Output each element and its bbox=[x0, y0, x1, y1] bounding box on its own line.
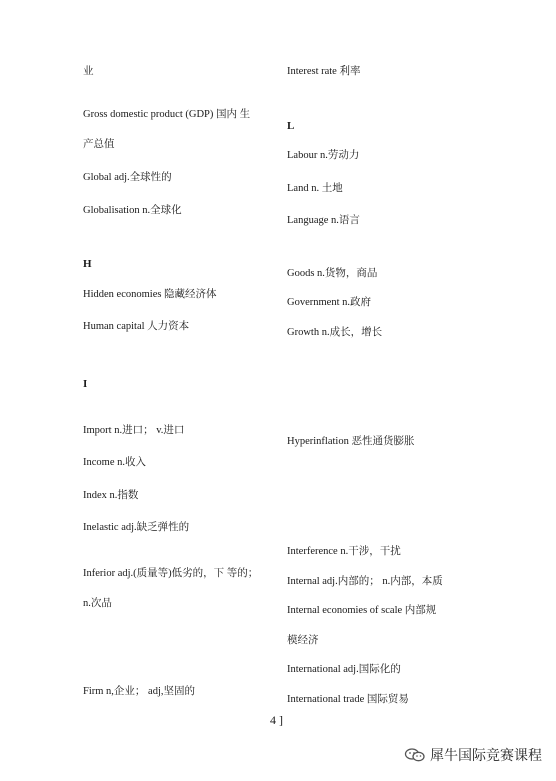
wechat-icon bbox=[404, 747, 426, 763]
glossary-entry: Growth n.成长，增长 bbox=[287, 327, 383, 338]
section-heading: H bbox=[83, 258, 92, 270]
glossary-entry: Index n.指数 bbox=[83, 490, 139, 501]
glossary-entry: Hyperinflation 恶性通货膨胀 bbox=[287, 436, 415, 447]
glossary-entry: Interest rate 利率 bbox=[287, 66, 361, 77]
glossary-entry: Globalisation n.全球化 bbox=[83, 205, 182, 216]
glossary-entry: Gross domestic product (GDP) 国内 生 bbox=[83, 109, 251, 120]
glossary-entry: Labour n.劳动力 bbox=[287, 150, 360, 161]
glossary-entry: n.次品 bbox=[83, 598, 112, 609]
watermark bbox=[404, 745, 542, 765]
glossary-entry: Global adj.全球性的 bbox=[83, 172, 172, 183]
glossary-entry: Goods n.货物，商品 bbox=[287, 268, 378, 279]
glossary-entry: Government n.政府 bbox=[287, 297, 371, 308]
glossary-entry: Firm n,企业； adj,坚固的 bbox=[83, 686, 195, 697]
glossary-entry: Land n. 土地 bbox=[287, 183, 343, 194]
page-number: 4 ] bbox=[270, 713, 283, 727]
section-heading: I bbox=[83, 378, 88, 390]
glossary-entry: Import n.进口； v.进口 bbox=[83, 425, 185, 436]
glossary-entry: Interference n.干涉，干扰 bbox=[287, 546, 401, 557]
watermark-text: 犀牛国际竞赛课程 bbox=[430, 748, 542, 764]
glossary-entry: Income n.收入 bbox=[83, 457, 146, 468]
glossary-entry: International trade 国际贸易 bbox=[287, 694, 409, 705]
glossary-entry: 产总值 bbox=[83, 139, 115, 150]
glossary-entry: Language n.语言 bbox=[287, 215, 360, 226]
glossary-entry: Inelastic adj.缺乏弹性的 bbox=[83, 522, 190, 533]
glossary-entry: Internal economies of scale 内部规 bbox=[287, 605, 437, 616]
glossary-entry: International adj.国际化的 bbox=[287, 664, 401, 675]
glossary-entry: Inferior adj.(质量等)低劣的，下 等的； bbox=[83, 568, 259, 579]
glossary-entry: Internal adj.内部的； n.内部，本质 bbox=[287, 576, 443, 587]
glossary-entry: Human capital 人力资本 bbox=[83, 321, 190, 332]
glossary-entry: Hidden economies 隐藏经济体 bbox=[83, 289, 217, 300]
glossary-entry: 业 bbox=[83, 66, 94, 77]
glossary-entry: 模经济 bbox=[287, 635, 319, 646]
section-heading: L bbox=[287, 120, 295, 132]
